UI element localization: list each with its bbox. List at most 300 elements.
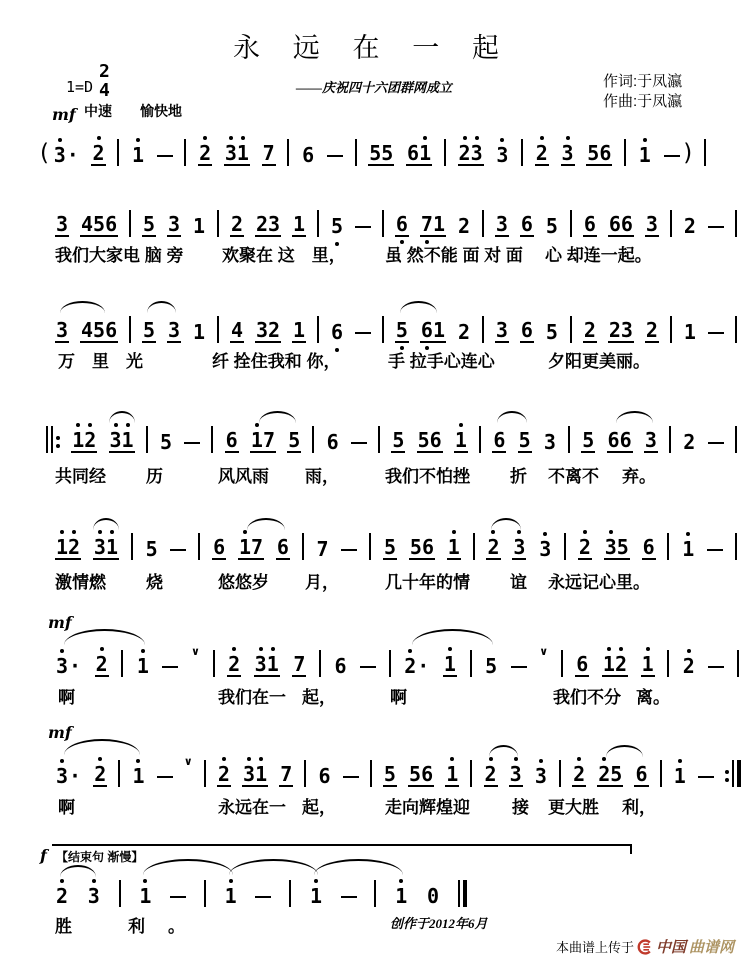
note-token (309, 885, 323, 907)
note-digit: 3 (495, 212, 508, 236)
note-token (55, 885, 69, 907)
note-token (87, 885, 101, 907)
note-digit: 4 (81, 318, 94, 342)
note-digit: 3 (168, 318, 181, 342)
slur-arc (412, 629, 493, 645)
note-digit: 4 (81, 212, 94, 236)
note-digit: 2 (199, 141, 212, 165)
note-token (604, 536, 630, 560)
note-digit: 2 (457, 214, 470, 238)
note-token (608, 319, 634, 343)
note-digit: 1 (131, 143, 144, 167)
note-digit: 3 (470, 141, 483, 165)
barline (355, 139, 357, 166)
note-digit: 6 (520, 318, 533, 342)
note-token (192, 321, 206, 343)
barline (521, 139, 523, 166)
note-digit: 5 (381, 141, 394, 165)
note-digit: 1 (638, 143, 651, 167)
note-digit: 2 (231, 212, 244, 236)
note-digit: 2 (94, 762, 107, 786)
note-digit: 2 (484, 762, 497, 786)
barline (117, 139, 119, 166)
duration-dash (698, 776, 714, 778)
barline (669, 426, 671, 453)
note-digit: 3 (539, 537, 552, 561)
lyric-segment: 离。 (636, 688, 670, 707)
note-digit: 5 (331, 214, 344, 238)
duration-dash (708, 442, 724, 444)
note-token (406, 142, 432, 166)
note-token (420, 213, 446, 237)
note-token (583, 319, 597, 343)
barline (217, 316, 219, 343)
lyric-segment: 欢聚在 这 里， (222, 246, 346, 265)
barline-thick (463, 880, 467, 907)
music-line (55, 753, 741, 787)
lyric-segment: 利， (622, 798, 656, 817)
note-digit: 5 (369, 141, 382, 165)
note-token (292, 319, 306, 343)
note-digit: 5 (93, 212, 106, 236)
note-digit: 1 (443, 652, 456, 676)
note-digit: 2 (535, 141, 548, 165)
barline (184, 139, 186, 166)
note-token (212, 536, 226, 560)
note-digit: 7 (420, 212, 433, 236)
slur-arc (489, 745, 518, 757)
dynamic-marking: mf (48, 723, 72, 742)
note-token (276, 536, 290, 560)
barline (287, 139, 289, 166)
note-digit: 1 (293, 212, 306, 236)
note-digit: 2 (645, 318, 658, 342)
note-digit: 1 (139, 884, 152, 908)
barline (129, 210, 131, 237)
lyric-segment: 啊 (58, 688, 75, 707)
note-digit: 2 (404, 654, 417, 678)
note-digit: 1 (193, 214, 206, 238)
note-token (545, 321, 559, 343)
note-digit: 5 (93, 318, 106, 342)
barline (470, 760, 472, 787)
barline (737, 650, 739, 677)
note-digit: 3 (509, 762, 522, 786)
duration-dash (355, 332, 371, 334)
lyric-segment: 谊 (510, 573, 527, 592)
barline (564, 533, 566, 560)
barline (211, 426, 213, 453)
lyric-segment: 虽 然不能 面 对 面 (385, 246, 523, 265)
duration-dash (355, 226, 371, 228)
note-digit: 1 (72, 428, 85, 452)
note-digit: 6 (225, 428, 238, 452)
note-digit: 2 (583, 318, 596, 342)
note-token (641, 653, 655, 677)
duration-dash (184, 442, 200, 444)
note-token (227, 653, 241, 677)
note-digit: 1 (56, 535, 69, 559)
barline (312, 426, 314, 453)
note-digit: 6 (607, 428, 620, 452)
note-token (545, 215, 559, 237)
barline (213, 650, 215, 677)
note-digit: 5 (160, 430, 173, 454)
note-token (443, 653, 457, 677)
upload-text: 本曲谱上传于 (556, 940, 635, 955)
note-digit: 5 (409, 535, 422, 559)
note-digit: 2 (84, 428, 97, 452)
lyric-segment: 永远在一 (218, 798, 286, 817)
barline (382, 210, 384, 237)
note-token (492, 429, 506, 453)
augmentation-dot: · (69, 764, 82, 788)
slur-arc (60, 301, 105, 313)
note-token (230, 319, 244, 343)
slur-arc (147, 301, 176, 313)
note-digit: 5 (383, 762, 396, 786)
slur-arc (606, 745, 643, 757)
note-token (224, 142, 250, 166)
note-digit: 7 (262, 141, 275, 165)
note-digit: 1 (419, 141, 432, 165)
note-token (534, 765, 548, 787)
note-digit: 5 (145, 537, 158, 561)
note-digit: 5 (143, 318, 156, 342)
note-token (645, 213, 659, 237)
note-token (457, 215, 471, 237)
note-digit: 7 (293, 652, 306, 676)
note-digit: 3 (224, 141, 237, 165)
note-digit: 1 (673, 764, 686, 788)
note-digit: 3 (604, 535, 617, 559)
barline (732, 760, 734, 787)
note-digit: 3 (53, 143, 66, 167)
note-token (80, 319, 118, 343)
lyricist-credit: 作词:于凤瀛 (603, 73, 683, 90)
song-subtitle: ——庆祝四十六团群网成立 (296, 80, 453, 95)
note-token (316, 538, 330, 560)
note-token (426, 885, 440, 907)
open-paren: ( (40, 140, 49, 166)
note-token (334, 655, 348, 677)
note-digit: 6 (520, 212, 533, 236)
lyric-segment: 起， (302, 688, 336, 707)
slur-arc (64, 629, 145, 645)
barline (473, 533, 475, 560)
lyric-segment: 共同经 (55, 467, 106, 486)
barline (444, 139, 446, 166)
note-digit: 3 (56, 318, 69, 342)
barline (382, 316, 384, 343)
barline (667, 533, 669, 560)
note-digit: 1 (238, 535, 252, 559)
note-digit: 3 (56, 212, 69, 236)
note-token (608, 213, 634, 237)
note-token (454, 429, 468, 453)
note-digit: 7 (251, 535, 264, 559)
barline (46, 426, 48, 453)
note-token (638, 144, 652, 166)
end-repeat-barline (725, 760, 741, 787)
barline (370, 760, 372, 787)
note-digit: 6 (421, 535, 434, 559)
note-token (224, 885, 238, 907)
close-paren: ) (683, 140, 693, 166)
note-token (518, 429, 532, 453)
note-digit: 6 (326, 430, 339, 454)
note-digit: 5 (384, 535, 397, 559)
note-digit: 2 (683, 214, 696, 238)
note-token (192, 215, 206, 237)
note-digit: 5 (288, 428, 301, 452)
duration-dash (708, 332, 724, 334)
note-token (53, 144, 80, 166)
lyric-segment: 弃。 (622, 467, 656, 486)
breath-mark: ∨ (191, 645, 200, 658)
note-token (95, 653, 109, 677)
note-token (682, 655, 696, 677)
duration-dash (170, 896, 186, 898)
lyric-segment: 心 却连一起。 (545, 246, 652, 265)
lyric-segment: 永远记心里。 (548, 573, 650, 592)
repeat-dots (725, 770, 729, 782)
note-token (145, 538, 159, 560)
note-token (538, 538, 552, 560)
composer-credit: 作曲:于凤瀛 (603, 93, 683, 110)
note-token (602, 653, 628, 677)
note-digit: 5 (485, 654, 498, 678)
duration-dash (341, 549, 357, 551)
note-token (217, 763, 231, 787)
note-digit: 5 (518, 428, 531, 452)
note-digit: 6 (395, 212, 408, 236)
note-digit: 6 (642, 535, 655, 559)
barline (204, 880, 206, 907)
note-digit: 1 (136, 654, 149, 678)
lyric-segment: 历 (146, 467, 163, 486)
time-signature-top: 2 (99, 61, 110, 82)
note-token (93, 763, 107, 787)
note-digit: 2 (268, 318, 281, 342)
barline (319, 650, 321, 677)
site-name-rest: 曲谱网 (689, 940, 735, 956)
barline (482, 210, 484, 237)
footer-credit (556, 936, 734, 957)
note-digit: 2 (256, 212, 269, 236)
slur-arc (259, 411, 296, 423)
note-digit: 6 (576, 652, 589, 676)
music-line (55, 873, 467, 907)
note-token (383, 536, 397, 560)
note-digit: 6 (421, 762, 434, 786)
note-token (391, 429, 405, 453)
note-digit: 6 (635, 762, 648, 786)
note-token (520, 319, 534, 343)
note-token (634, 763, 648, 787)
note-token (55, 765, 82, 787)
lyric-segment: 烧 (146, 573, 163, 592)
note-digit: 2 (573, 762, 586, 786)
slur-arc (143, 859, 233, 875)
music-site-logo-icon (637, 939, 653, 955)
lyric-segment: 风风雨 (218, 467, 269, 486)
lyric-segment: 我们在一 (218, 688, 286, 707)
note-token (683, 215, 697, 237)
note-digit: 1 (121, 428, 134, 452)
note-digit: 2 (92, 141, 105, 165)
note-token (292, 213, 306, 237)
slur-arc (491, 518, 521, 530)
note-digit: 1 (454, 428, 467, 452)
barline (131, 533, 133, 560)
note-token (495, 319, 509, 343)
barline (119, 880, 121, 907)
duration-dash (157, 155, 173, 157)
note-token (326, 431, 340, 453)
lyric-segment: 胜 (55, 917, 72, 936)
note-digit: 6 (105, 318, 118, 342)
duration-dash (255, 896, 271, 898)
ending-label: 【结束句 渐慢】 (56, 850, 144, 864)
note-token (55, 655, 82, 677)
note-token (167, 319, 181, 343)
note-token (607, 429, 633, 453)
lyric-segment: 接 (512, 798, 529, 817)
note-digit: 5 (545, 320, 558, 344)
note-digit: 1 (602, 652, 615, 676)
note-digit: 6 (407, 141, 420, 165)
music-line (55, 526, 737, 560)
note-digit: 6 (429, 428, 442, 452)
duration-dash (157, 776, 173, 778)
note-token (159, 431, 173, 453)
barline (118, 760, 120, 787)
duration-dash (360, 666, 376, 668)
note-digit: 7 (262, 428, 275, 452)
note-digit: 2 (578, 535, 591, 559)
note-token (543, 431, 557, 453)
barline (735, 426, 737, 453)
note-digit: 3 (56, 764, 69, 788)
note-digit: 1 (105, 535, 118, 559)
barline (561, 650, 563, 677)
note-token (561, 142, 575, 166)
note-digit: 6 (276, 535, 289, 559)
note-token (394, 885, 408, 907)
note-digit: 2 (68, 535, 81, 559)
note-digit: 6 (105, 212, 118, 236)
augmentation-dot: · (69, 654, 82, 678)
lyric-segment: 更大胜 (548, 798, 599, 817)
barline (470, 650, 472, 677)
note-digit: 3 (561, 141, 574, 165)
lyric-segment: 折 (510, 467, 527, 486)
note-token (230, 213, 244, 237)
barline (559, 760, 561, 787)
lyric-segment: 利 (128, 917, 145, 936)
slur-arc (616, 411, 653, 423)
duration-dash (664, 155, 680, 157)
note-token (495, 213, 509, 237)
note-token (131, 765, 145, 787)
barline (670, 210, 672, 237)
note-digit: 6 (334, 654, 347, 678)
note-token (55, 213, 69, 237)
barline (51, 426, 53, 453)
note-digit: 5 (587, 141, 600, 165)
note-digit: 3 (268, 212, 281, 236)
note-digit: 3 (254, 652, 267, 676)
barline (217, 210, 219, 237)
slur-arc (314, 859, 403, 875)
note-digit: 6 (619, 428, 632, 452)
note-digit: 5 (395, 318, 408, 342)
note-digit: 1 (309, 884, 322, 908)
barline (704, 139, 706, 166)
site-name-cn: 中国 (656, 940, 687, 956)
barline (735, 210, 737, 237)
note-token (484, 655, 498, 677)
duration-dash (351, 442, 367, 444)
lyric-segment: 走向辉煌迎 (385, 798, 470, 817)
note-digit: 2 (95, 652, 108, 676)
note-digit: 3 (243, 762, 256, 786)
note-token (279, 763, 293, 787)
breath-mark: ∨ (183, 755, 193, 768)
note-digit: 3 (93, 535, 106, 559)
duration-dash (511, 666, 527, 668)
music-line (55, 203, 737, 237)
note-digit: 3 (644, 428, 657, 452)
note-token (395, 319, 409, 343)
barline (378, 426, 380, 453)
note-token (80, 213, 118, 237)
barline (670, 316, 672, 343)
barline (146, 426, 148, 453)
creation-note: 创作于2012年6月 (390, 916, 488, 931)
note-digit: 2 (458, 141, 471, 165)
lyric-segment: 悠悠岁 (218, 573, 269, 592)
slur-arc (400, 301, 437, 313)
duration-dash (343, 776, 359, 778)
note-digit: 1 (255, 762, 268, 786)
barline (660, 760, 662, 787)
ending-phrase-bracket (52, 844, 632, 854)
barline (198, 533, 200, 560)
note-digit: 2 (487, 535, 500, 559)
note-token (575, 653, 589, 677)
barline (570, 210, 572, 237)
note-token (383, 763, 397, 787)
note-token (55, 319, 69, 343)
note-digit: 1 (250, 428, 263, 452)
tempo-marking: 中速 (84, 103, 112, 119)
lyric-segment: 万 里 光 (58, 352, 143, 371)
note-token (597, 763, 623, 787)
slur-arc (93, 518, 119, 530)
note-token (136, 655, 150, 677)
note-token (447, 536, 461, 560)
note-token (457, 321, 471, 343)
barline (735, 533, 737, 560)
note-token (403, 655, 430, 677)
note-digit: 1 (224, 884, 237, 908)
note-digit: 6 (302, 143, 315, 167)
note-digit: 5 (582, 428, 595, 452)
note-digit: 1 (432, 318, 445, 342)
note-digit: 1 (193, 320, 206, 344)
